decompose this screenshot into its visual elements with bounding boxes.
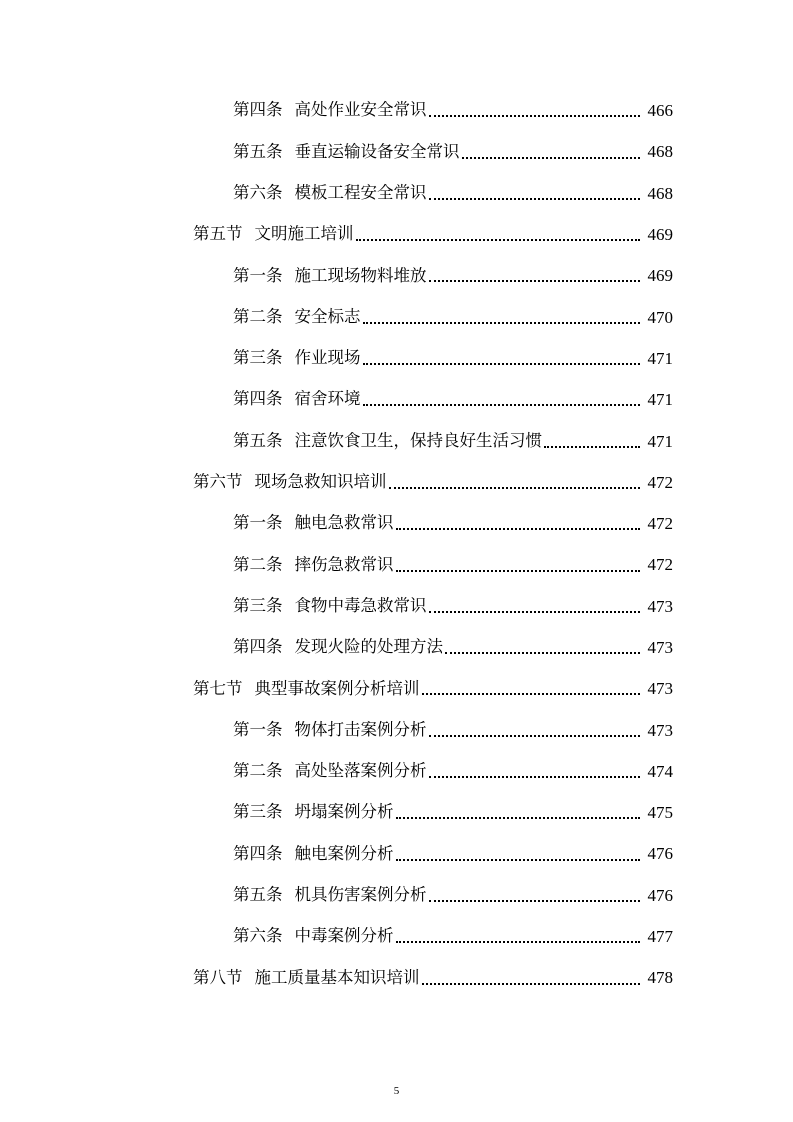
toc-entry-number: 第五条 [233, 430, 283, 450]
toc-entry-number: 第五条 [233, 885, 283, 905]
toc-entry[interactable] [0, 379, 793, 420]
toc-entry-title: 发现火险的处理方法 [294, 637, 443, 657]
toc-leader-dots [422, 983, 641, 985]
toc-section[interactable] [0, 214, 793, 255]
toc-leader-dots [429, 280, 641, 282]
toc-entry-page: 477 [647, 927, 673, 947]
toc-section-page: 473 [647, 679, 673, 699]
toc-entry-page: 472 [647, 555, 673, 575]
toc-entry-page: 473 [647, 638, 673, 657]
toc-entry[interactable] [0, 131, 793, 172]
toc-leader-dots [422, 693, 641, 695]
toc-leader-dots [544, 446, 640, 448]
toc-section-number: 第七节 [193, 678, 243, 698]
toc-entry[interactable] [0, 627, 793, 668]
toc-section-page: 472 [647, 472, 673, 492]
toc-leader-dots [396, 570, 641, 572]
toc-leader-dots [429, 735, 641, 737]
toc-section-title: 典型事故案例分析培训 [254, 678, 420, 698]
toc-entry[interactable] [0, 338, 793, 379]
toc-entry-title: 中毒案例分析 [294, 926, 394, 946]
toc-entry-page: 468 [647, 183, 673, 203]
toc-entry-number: 第四条 [233, 389, 283, 409]
toc-entry-page: 473 [647, 596, 673, 616]
toc-entry-page: 471 [647, 431, 673, 451]
toc-entry[interactable] [0, 586, 793, 627]
toc-entry-title: 模板工程安全常识 [294, 182, 427, 202]
toc-leader-dots [429, 776, 641, 778]
toc-entry-title: 机具伤害案例分析 [294, 885, 427, 905]
toc-entry[interactable] [0, 503, 793, 544]
toc-entry-number: 第一条 [233, 513, 283, 533]
toc-leader-dots [396, 941, 641, 943]
toc-entry-title: 物体打击案例分析 [294, 719, 427, 739]
toc-entry[interactable] [0, 90, 793, 131]
toc-entry[interactable] [0, 916, 793, 957]
toc-entry-title: 宿舍环境 [294, 389, 361, 409]
toc-entry-page: 469 [647, 266, 673, 286]
toc-entry-page: 476 [647, 844, 673, 864]
toc-entry-number: 第六条 [233, 182, 283, 202]
toc-entry-number: 第三条 [233, 802, 283, 822]
toc-leader-dots [462, 157, 641, 159]
toc-entry-title: 高处作业安全常识 [294, 100, 427, 120]
toc-entry-number: 第三条 [233, 595, 283, 615]
toc-entry-number: 第四条 [233, 843, 283, 863]
toc-section-page: 478 [647, 968, 673, 988]
toc-entry-title: 垂直运输设备安全常识 [294, 141, 460, 161]
toc-entry-number: 第五条 [233, 141, 283, 161]
toc-leader-dots [389, 487, 641, 489]
toc-entry-page: 474 [647, 761, 673, 781]
toc-entry-number: 第四条 [233, 100, 283, 120]
toc-leader-dots [429, 198, 641, 200]
toc-entry-title: 摔伤急救常识 [294, 554, 394, 574]
toc-section-number: 第八节 [193, 967, 243, 987]
toc-entry-number: 第一条 [233, 265, 283, 285]
toc-entry-title: 注意饮食卫生，保持良好生活习惯 [294, 430, 542, 450]
toc-section[interactable] [0, 462, 793, 503]
toc-entry-page: 472 [647, 514, 673, 534]
toc-entry-title: 坍塌案例分析 [294, 802, 394, 822]
page-number: 5 [393, 1085, 400, 1097]
toc-entry-title: 触电急救常识 [294, 513, 394, 533]
toc-section-title: 文明施工培训 [254, 224, 354, 244]
toc-entry[interactable] [0, 875, 793, 916]
toc-section-title: 现场急救知识培训 [254, 472, 387, 492]
toc-leader-dots [429, 115, 641, 117]
toc-section-number: 第五节 [193, 224, 243, 244]
toc-leader-dots [429, 900, 641, 902]
toc-entry-page: 471 [647, 348, 673, 368]
toc-entry-page: 470 [647, 307, 673, 327]
toc-entry-title: 高处坠落案例分析 [294, 761, 427, 781]
toc-leader-dots [363, 322, 641, 324]
toc-entry-title: 作业现场 [294, 348, 361, 368]
toc-entry[interactable] [0, 792, 793, 833]
toc-leader-dots [363, 404, 641, 406]
toc-section[interactable] [0, 957, 793, 998]
toc-entry-page: 475 [647, 803, 673, 823]
toc-entry-title: 安全标志 [294, 306, 361, 326]
toc-entry-number: 第一条 [233, 719, 283, 739]
toc-entry[interactable] [0, 751, 793, 792]
toc-leader-dots [356, 239, 641, 241]
toc-entry-page: 473 [647, 720, 673, 740]
toc-entry-title: 食物中毒急救常识 [294, 595, 427, 615]
toc-entry[interactable] [0, 709, 793, 750]
toc-section-title: 施工质量基本知识培训 [254, 967, 420, 987]
toc-entry[interactable] [0, 544, 793, 585]
toc-entry-page: 468 [647, 142, 673, 162]
toc-leader-dots [363, 363, 641, 365]
toc-section-number: 第六节 [193, 472, 243, 492]
toc-entry-number: 第二条 [233, 554, 283, 574]
table-of-contents [0, 90, 793, 999]
toc-leader-dots [396, 859, 641, 861]
toc-leader-dots [429, 611, 641, 613]
toc-entry[interactable] [0, 255, 793, 296]
toc-leader-dots [396, 817, 641, 819]
toc-entry-number: 第四条 [233, 637, 283, 657]
toc-entry-title: 触电案例分析 [294, 843, 394, 863]
toc-leader-dots [445, 652, 640, 654]
toc-entry-page: 466 [647, 101, 673, 121]
toc-entry-page: 476 [647, 885, 673, 905]
toc-entry[interactable] [0, 296, 793, 337]
toc-entry-title: 施工现场物料堆放 [294, 265, 427, 285]
toc-entry-number: 第三条 [233, 348, 283, 368]
toc-entry[interactable] [0, 833, 793, 874]
toc-entry-page: 471 [647, 390, 673, 410]
toc-entry[interactable] [0, 173, 793, 214]
toc-entry[interactable] [0, 420, 793, 461]
toc-leader-dots [396, 528, 641, 530]
toc-entry-number: 第二条 [233, 761, 283, 781]
toc-section-page: 469 [647, 225, 673, 245]
toc-entry-number: 第六条 [233, 926, 283, 946]
toc-section[interactable] [0, 668, 793, 709]
toc-entry-number: 第二条 [233, 306, 283, 326]
